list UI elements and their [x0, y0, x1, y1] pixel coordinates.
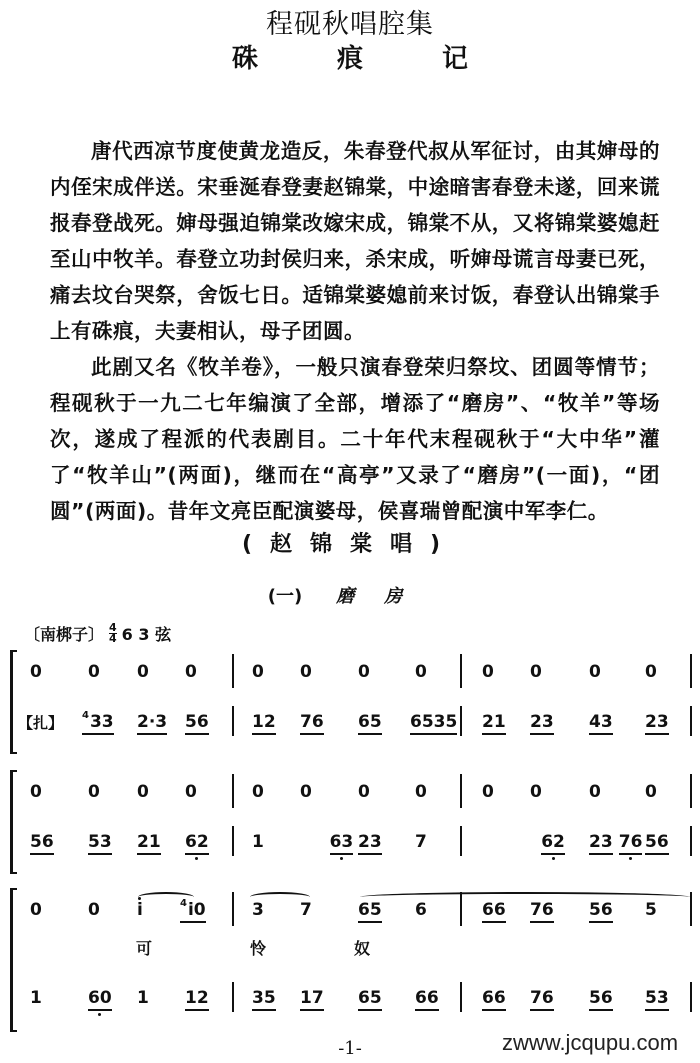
- opera-title: [232, 38, 468, 75]
- tuning-label: 6 3 弦: [121, 625, 172, 644]
- lyric: 奴: [354, 939, 371, 958]
- book-title: 程砚秋唱腔集: [266, 9, 434, 40]
- watermark: zwww.jcqupu.com: [502, 1030, 679, 1055]
- role-marker: 【扎】: [18, 714, 64, 732]
- time-signature: $\frac{4}{4}$: [109, 621, 117, 645]
- tempo-label: 〔南梆子〕: [24, 625, 105, 644]
- section-heading: [0, 582, 700, 608]
- singer-label: (赵锦棠唱): [241, 532, 459, 557]
- barline: [460, 982, 462, 1012]
- barline: [690, 654, 692, 688]
- opera-title-char: 痕: [336, 44, 363, 74]
- barline: [690, 774, 692, 808]
- opera-title-char: 硃: [232, 44, 259, 74]
- intro-paragraph: 此剧又名《牧羊卷》，一般只演春登荣归祭坟、团圆等情节；程砚秋于一九二七年编演了全部，增添了“磨房”、“牧羊”等场次，遂成了程派的代表剧目。二十年代末程砚秋于“大中华”灌了“牧羊山”(两面)，继而在“高亭”又录了“磨房”(一面)，“团圆”(两面)。昔年文亮臣配演婆母，侯喜瑞曾配演中军李仁。: [50, 355, 660, 523]
- lyric: 可: [136, 939, 153, 958]
- barline: [232, 774, 234, 808]
- barline: [690, 706, 692, 736]
- barline: [232, 826, 234, 856]
- staff-lower: 1 60 1 12 35 17 65 66 66 76 56 53: [0, 988, 700, 1018]
- barline: [460, 706, 462, 736]
- page-number: -1-: [338, 1038, 362, 1059]
- section-number: (一): [267, 586, 303, 607]
- barline: [690, 826, 692, 856]
- tempo-marking: [24, 622, 171, 645]
- staff-lower: 【扎】 $^4$33 2·3 56 12 76 65 6535 21 23 43 23: [0, 712, 700, 742]
- barline: [232, 892, 234, 926]
- barline: [460, 774, 462, 808]
- section-name: 磨房: [336, 586, 433, 607]
- opera-title-char: 记: [441, 44, 468, 74]
- barline: [690, 892, 692, 926]
- staff-upper: 0 0 i $^4$i0 3 7 65 6 66 76 56 5: [0, 900, 700, 930]
- intro-text: [50, 133, 660, 529]
- barline: [232, 982, 234, 1012]
- staff-upper: 0 0 0 0 0 0 0 0 0 0 0 0: [0, 782, 700, 812]
- staff-upper: 0 0 0 0 0 0 0 0 0 0 0 0: [0, 662, 700, 692]
- barline: [232, 654, 234, 688]
- barline: [690, 982, 692, 1012]
- barline: [232, 706, 234, 736]
- intro-paragraph: 唐代西凉节度使黄龙造反，朱春登代叔从军征讨，由其婶母的内侄宋成伴送。宋垂涎春登妻赵锦棠，中途暗害春登未遂，回来谎报春登战死。婶母强迫锦棠改嫁宋成，锦棠不从，又将锦棠婆媳赶至山中牧羊。春登立功封侯归来，杀宋成，听婶母谎言母妻已死，痛去坟台哭祭，舍饭七日。适锦棠婆媳前来讨饭，春登认出锦棠手上有硃痕，夫妻相认，母子团圆。: [50, 139, 660, 343]
- staff-lower: 56 53 21 62 1 63 23 7 62 76 23 56: [0, 832, 700, 862]
- barline: [460, 654, 462, 688]
- barline: [460, 826, 462, 856]
- lyric: 怜: [250, 939, 267, 958]
- barline: [460, 892, 462, 926]
